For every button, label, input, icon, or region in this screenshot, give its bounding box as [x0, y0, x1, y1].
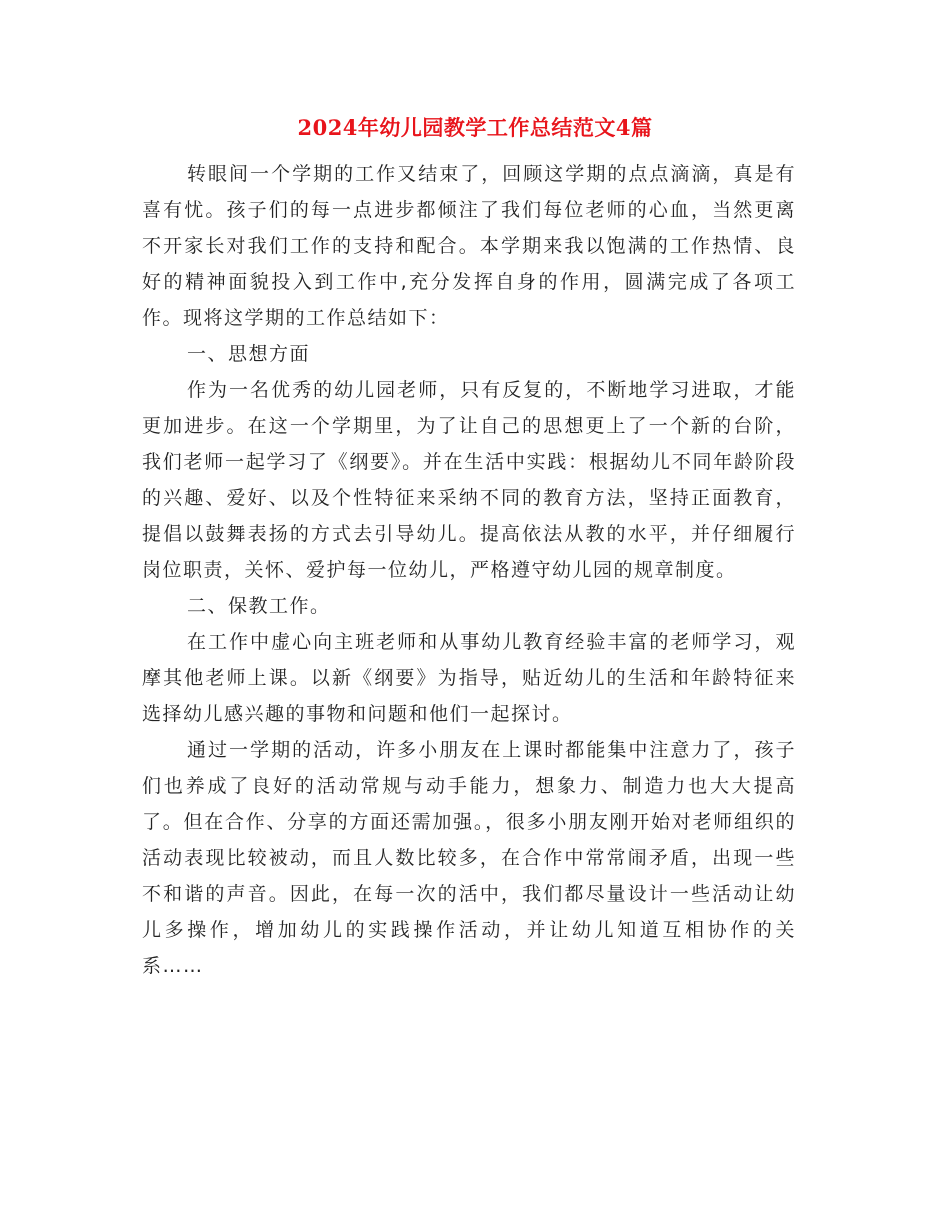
- section-heading-care-education: 二、保教工作。: [187, 595, 331, 617]
- paragraph-learning: 在工作中虚心向主班老师和从事幼儿教育经验丰富的老师学习，观摩其他老师上课。以新《纲要》为指导，贴近幼儿的生活和年龄特征来选择幼儿感兴趣的事物和问题和他们一起探讨。: [142, 631, 796, 725]
- paragraph-intro: 转眼间一个学期的工作又结束了，回顾这学期的点点滴滴，真是有喜有忧。孩子们的每一点进步都倾注了我们每位老师的心血，当然更离不开家长对我们工作的支持和配合。本学期来我以饱满的工作热情、良好的精神面貌投入到工作中,充分发挥自身的作用，圆满完成了各项工作。现将这学期的工作总结如下：: [142, 163, 796, 329]
- paragraph-activities: 通过一学期的活动，许多小朋友在上课时都能集中注意力了，孩子们也养成了良好的活动常规与动手能力，想象力、制造力也大大提高了。但在合作、分享的方面还需加强。，很多小朋友刚开始对老师组织的活动表现比较被动，而且人数比较多，在合作中常常闹矛盾，出现一些不和谐的声音。因此，在每一次的活中，我们都尽量设计一些活动让幼儿多操作，增加幼儿的实践操作活动，并让幼儿知道互相协作的关系……: [142, 739, 796, 977]
- section-heading-thought: 一、思想方面: [187, 343, 311, 365]
- document-body: [142, 156, 796, 984]
- paragraph-thought: 作为一名优秀的幼儿园老师，只有反复的，不断地学习进取，才能更加进步。在这一个学期里，为了让自己的思想更上了一个新的台阶，我们老师一起学习了《纲要》。并在生活中实践：根据幼儿不同年龄阶段的兴趣、爱好、以及个性特征来采纳不同的教育方法，坚持正面教育，提倡以鼓舞表扬的方式去引导幼儿。提高依法从教的水平，并仔细履行岗位职责，关怀、爱护每一位幼儿，严格遵守幼儿园的规章制度。: [142, 379, 796, 581]
- document-title: 2024年幼儿园教学工作总结范文4篇: [297, 115, 653, 140]
